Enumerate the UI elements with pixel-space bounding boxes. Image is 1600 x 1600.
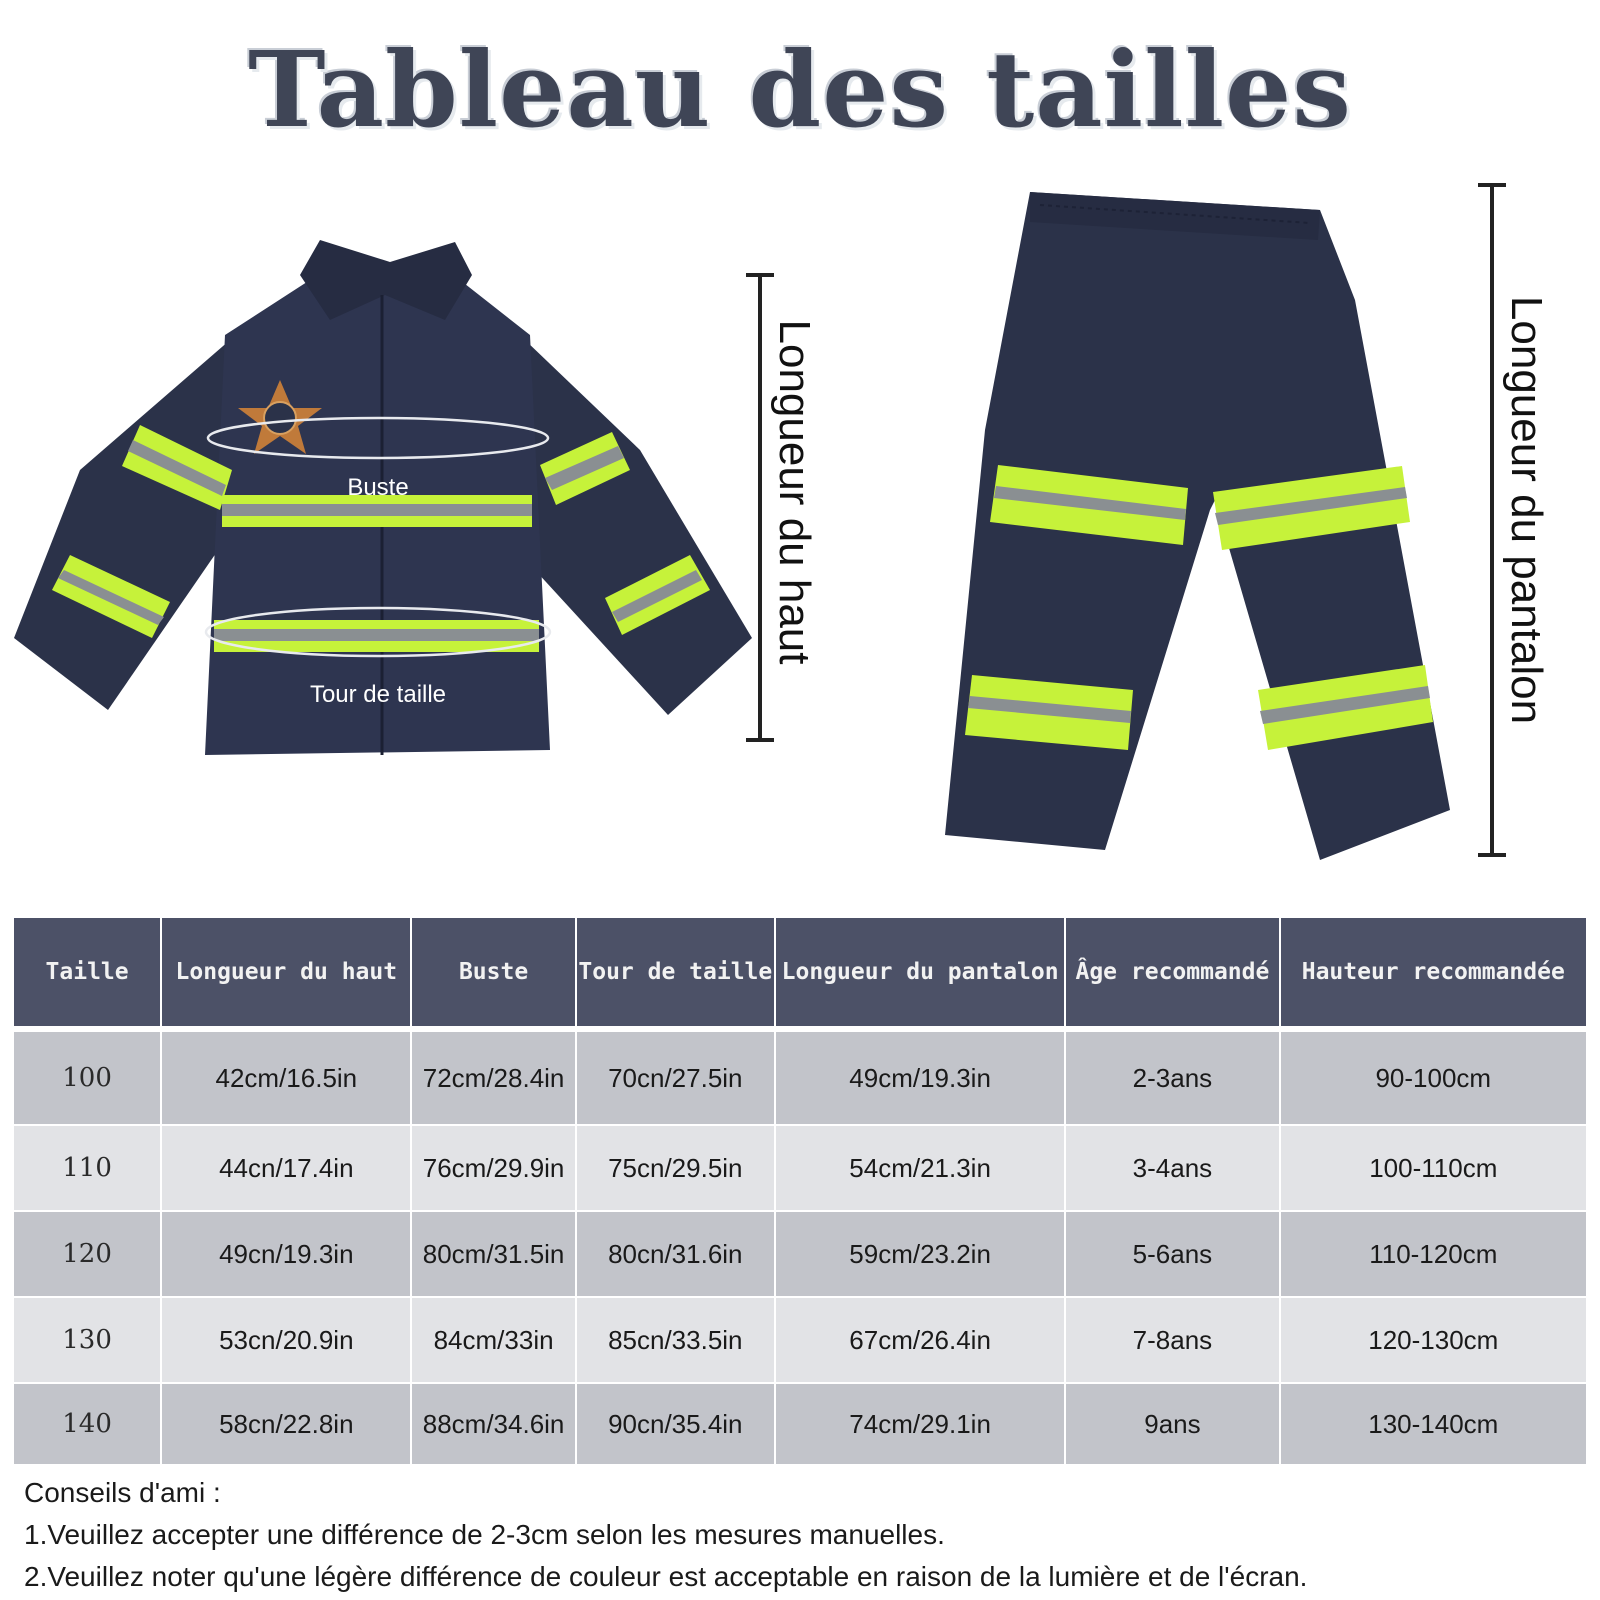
cell-longueur-haut: 49cn/19.3in <box>162 1212 410 1298</box>
cell-age: 3-4ans <box>1066 1126 1278 1212</box>
cell-age: 9ans <box>1066 1384 1278 1466</box>
cell-taille: 140 <box>14 1384 160 1466</box>
size-table <box>12 918 1588 1466</box>
pants-length-ruler <box>1478 185 1551 855</box>
cell-tour-de-taille: 70cn/27.5in <box>577 1032 774 1126</box>
top-length-label: Longueur du haut <box>770 319 819 665</box>
cell-age: 5-6ans <box>1066 1212 1278 1298</box>
cell-tour-de-taille: 75cn/29.5in <box>577 1126 774 1212</box>
costume-illustration <box>0 170 1600 890</box>
cell-hauteur: 130-140cm <box>1281 1384 1586 1466</box>
cell-taille: 100 <box>14 1032 160 1126</box>
cell-buste: 72cm/28.4in <box>412 1032 574 1126</box>
tip-item-2: 2.Veuillez noter qu'une légère différence de couleur est acceptable en raison de la lumière et de l'écran. <box>24 1561 1308 1592</box>
header-longueur-pantalon: Longueur du pantalon <box>776 918 1064 1032</box>
table-header-row <box>14 918 1586 1032</box>
header-longueur-haut: Longueur du haut <box>162 918 410 1032</box>
table-row <box>14 1126 1586 1212</box>
top-length-ruler <box>746 275 819 740</box>
cell-age: 2-3ans <box>1066 1032 1278 1126</box>
tip-item-1: 1.Veuillez accepter une différence de 2-3cm selon les mesures manuelles. <box>24 1519 945 1550</box>
cell-buste: 76cm/29.9in <box>412 1126 574 1212</box>
bust-label: Buste <box>347 474 409 501</box>
cell-hauteur: 110-120cm <box>1281 1212 1586 1298</box>
table-row <box>14 1384 1586 1466</box>
jacket-image <box>14 240 752 755</box>
cell-tour-de-taille: 80cn/31.6in <box>577 1212 774 1298</box>
cell-longueur-haut: 44cn/17.4in <box>162 1126 410 1212</box>
cell-buste: 88cm/34.6in <box>412 1384 574 1466</box>
cell-buste: 84cm/33in <box>412 1298 574 1384</box>
cell-longueur-haut: 42cm/16.5in <box>162 1032 410 1126</box>
cell-longueur-haut: 58cn/22.8in <box>162 1384 410 1466</box>
cell-longueur-pantalon: 74cm/29.1in <box>776 1384 1064 1466</box>
cell-taille: 110 <box>14 1126 160 1212</box>
cell-taille: 120 <box>14 1212 160 1298</box>
table-row <box>14 1212 1586 1298</box>
cell-longueur-pantalon: 49cm/19.3in <box>776 1032 1064 1126</box>
pants-length-label: Longueur du pantalon <box>1502 295 1551 725</box>
cell-tour-de-taille: 85cn/33.5in <box>577 1298 774 1384</box>
header-hauteur-recommandee: Hauteur recommandée <box>1281 918 1586 1032</box>
table-row <box>14 1298 1586 1384</box>
tips-heading: Conseils d'ami : <box>24 1477 221 1508</box>
tips-section <box>24 1472 1307 1598</box>
waist-label: Tour de taille <box>309 681 447 708</box>
cell-hauteur: 90-100cm <box>1281 1032 1586 1126</box>
cell-longueur-pantalon: 59cm/23.2in <box>776 1212 1064 1298</box>
header-age-recommande: Âge recommandé <box>1066 918 1278 1032</box>
page-title: Tableau des tailles <box>248 28 1352 151</box>
header-tour-de-taille: Tour de taille <box>577 918 774 1032</box>
cell-buste: 80cm/31.5in <box>412 1212 574 1298</box>
header-taille: Taille <box>14 918 160 1032</box>
header-buste: Buste <box>412 918 574 1032</box>
cell-longueur-haut: 53cn/20.9in <box>162 1298 410 1384</box>
cell-tour-de-taille: 90cn/35.4in <box>577 1384 774 1466</box>
cell-longueur-pantalon: 67cm/26.4in <box>776 1298 1064 1384</box>
cell-taille: 130 <box>14 1298 160 1384</box>
pants-image <box>945 192 1450 860</box>
cell-age: 7-8ans <box>1066 1298 1278 1384</box>
cell-hauteur: 120-130cm <box>1281 1298 1586 1384</box>
cell-longueur-pantalon: 54cm/21.3in <box>776 1126 1064 1212</box>
table-row <box>14 1032 1586 1126</box>
cell-hauteur: 100-110cm <box>1281 1126 1586 1212</box>
